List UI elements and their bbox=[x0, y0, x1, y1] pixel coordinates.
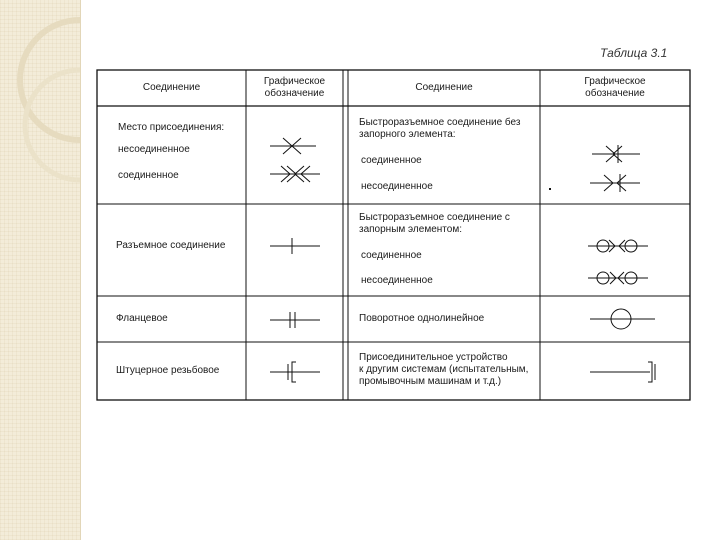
r3-left-label: Фланцевое bbox=[116, 313, 168, 324]
symbol-rotary-single-line bbox=[590, 309, 655, 329]
symbol-flange bbox=[270, 312, 320, 328]
r1-left-sub2: соединенное bbox=[118, 170, 179, 181]
header-graphic-1-line2: обозначение bbox=[264, 88, 325, 99]
r1-left-sub1: несоединенное bbox=[118, 144, 190, 155]
r4-right-line2: к другим системам (испытательным, bbox=[359, 364, 529, 375]
r4-right-line1: Присоединительное устройство bbox=[359, 352, 508, 363]
symbol-quick-coupling-valve-connected bbox=[588, 240, 648, 252]
r1-right-title-line1: Быстроразъемное соединение без bbox=[359, 117, 521, 128]
symbol-connecting-device bbox=[590, 362, 655, 382]
r2-right-title-line1: Быстроразъемное соединение с bbox=[359, 212, 510, 223]
symbol-quick-coupling-valve-disconnected bbox=[588, 272, 648, 284]
header-graphic-1-line1: Графическое bbox=[263, 76, 326, 87]
r1-right-title-line2: запорного элемента: bbox=[359, 129, 456, 140]
symbol-separable-connection bbox=[270, 238, 320, 254]
r4-right-line3: промывочным машинам и т.д.) bbox=[359, 376, 502, 387]
r1-right-sub1: соединенное bbox=[361, 155, 422, 166]
r2-left-label: Разъемное соединение bbox=[116, 240, 226, 251]
symbol-threaded-fitting bbox=[270, 362, 320, 382]
header-connection-1: Соединение bbox=[142, 82, 201, 93]
header-graphic-2-line1: Графическое bbox=[584, 76, 646, 87]
r1-left-title: Место присоединения: bbox=[118, 122, 225, 133]
r4-left-label: Штуцерное резьбовое bbox=[116, 365, 220, 376]
r2-right-title-line2: запорным элементом: bbox=[359, 224, 462, 235]
r2-right-sub2: несоединенное bbox=[361, 275, 433, 286]
symbol-quick-coupling-no-valve-connected bbox=[592, 145, 640, 163]
header-graphic-2-line2: обозначение bbox=[585, 88, 645, 99]
symbol-connection-point-unconnected bbox=[270, 138, 316, 154]
r1-right-sub2: несоединенное bbox=[361, 181, 433, 192]
header-connection-2: Соединение bbox=[415, 82, 473, 93]
symbol-quick-coupling-no-valve-disconnected bbox=[590, 174, 640, 192]
r2-right-sub1: соединенное bbox=[361, 250, 422, 261]
r3-right-label: Поворотное однолинейное bbox=[359, 313, 485, 324]
symbol-connection-point-connected bbox=[270, 166, 320, 182]
table-caption: Таблица 3.1 bbox=[600, 46, 668, 60]
